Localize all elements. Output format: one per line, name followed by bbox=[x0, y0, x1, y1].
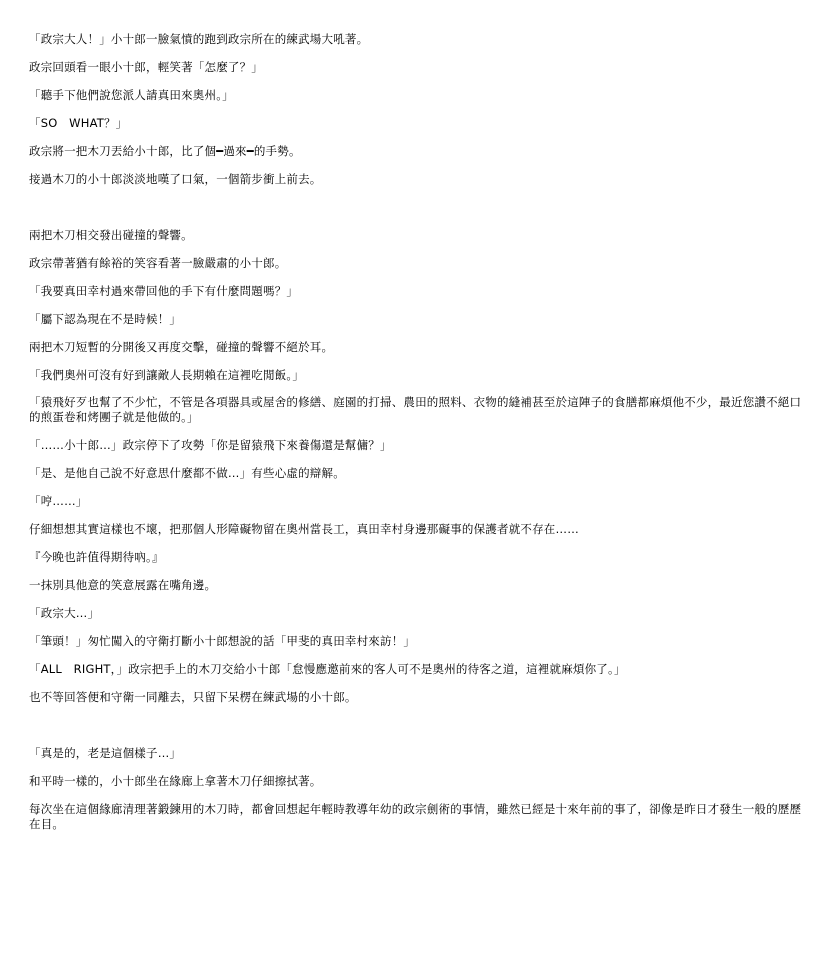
paragraph: 「……小十郎…」政宗停下了攻勢「你是留猿飛下來養傷還是幫傭？」 bbox=[29, 438, 392, 452]
paragraph: 和平時一樣的，小十郎坐在緣廊上拿著木刀仔細擦拭著。 bbox=[29, 774, 322, 788]
paragraph: 『今晚也許值得期待吶。』 bbox=[29, 550, 164, 564]
paragraph: 「屬下認為現在不是時候！」 bbox=[29, 312, 182, 326]
paragraph: 「我要真田幸村過來帶回他的手下有什麼問題嗎？」 bbox=[29, 284, 299, 298]
paragraph: 「政宗大…」 bbox=[29, 606, 100, 620]
paragraph: 「真是的，老是這個樣子…」 bbox=[29, 746, 182, 760]
paragraph: 接過木刀的小十郎淡淡地嘆了口氣，一個箭步衝上前去。 bbox=[29, 172, 322, 186]
paragraph: 政宗回頭看一眼小十郎，輕笑著「怎麼了？」 bbox=[29, 60, 263, 74]
paragraph: 「哼……」 bbox=[29, 494, 88, 508]
paragraph: 政宗帶著猶有餘裕的笑容看著一臉嚴肅的小十郎。 bbox=[29, 256, 287, 270]
paragraph: 兩把木刀短暫的分開後又再度交擊，碰撞的聲響不絕於耳。 bbox=[29, 340, 334, 354]
paragraph: 一抹別具他意的笑意展露在嘴角邊。 bbox=[29, 578, 217, 592]
paragraph: 每次坐在這個緣廊清理著鍛鍊用的木刀時，都會回想起年輕時教導年幼的政宗劍術的事情，雖然已經是十來年前的事了，卻像是昨日才發生一般的歷歷在目。 bbox=[29, 802, 802, 831]
paragraph: 兩把木刀相交發出碰撞的聲響。 bbox=[29, 228, 193, 242]
paragraph: 政宗將一把木刀丟給小十郎，比了個━過來━的手勢。 bbox=[29, 144, 301, 158]
paragraph: 也不等回答便和守衛一同離去，只留下呆楞在練武場的小十郎。 bbox=[29, 690, 357, 704]
paragraph: 「SO WHAT？」 bbox=[29, 116, 128, 130]
paragraph: 仔細想想其實這樣也不壞，把那個人形障礙物留在奧州當長工，真田幸村身邊那礙事的保護者就不存在…… bbox=[29, 522, 579, 536]
paragraph: 「猿飛好歹也幫了不少忙，不管是各項器具或屋舍的修繕、庭園的打掃、農田的照料、衣物的縫補甚至於這陣子的食膳都麻煩他不少，最近您讚不絕口的煎蛋卷和烤團子就是他做的。」 bbox=[29, 395, 802, 424]
paragraph: 「ALL RIGHT，」政宗把手上的木刀交給小十郎「怠慢應邀前來的客人可不是奧州的待客之道，這裡就麻煩你了。」 bbox=[29, 662, 626, 676]
paragraph: 「筆頭！」匆忙闖入的守衛打斷小十郎想說的話「甲斐的真田幸村來訪！」 bbox=[29, 634, 416, 648]
paragraph: 「是、是他自己說不好意思什麼都不做…」有些心虛的辯解。 bbox=[29, 466, 345, 480]
paragraph: 「政宗大人！」小十郎一臉氣憤的跑到政宗所在的練武場大吼著。 bbox=[29, 32, 369, 46]
paragraph: 「我們奧州可沒有好到讓敵人長期賴在這裡吃閒飯。」 bbox=[29, 368, 305, 382]
paragraph: 「聽手下他們說您派人請真田來奧州。」 bbox=[29, 88, 234, 102]
